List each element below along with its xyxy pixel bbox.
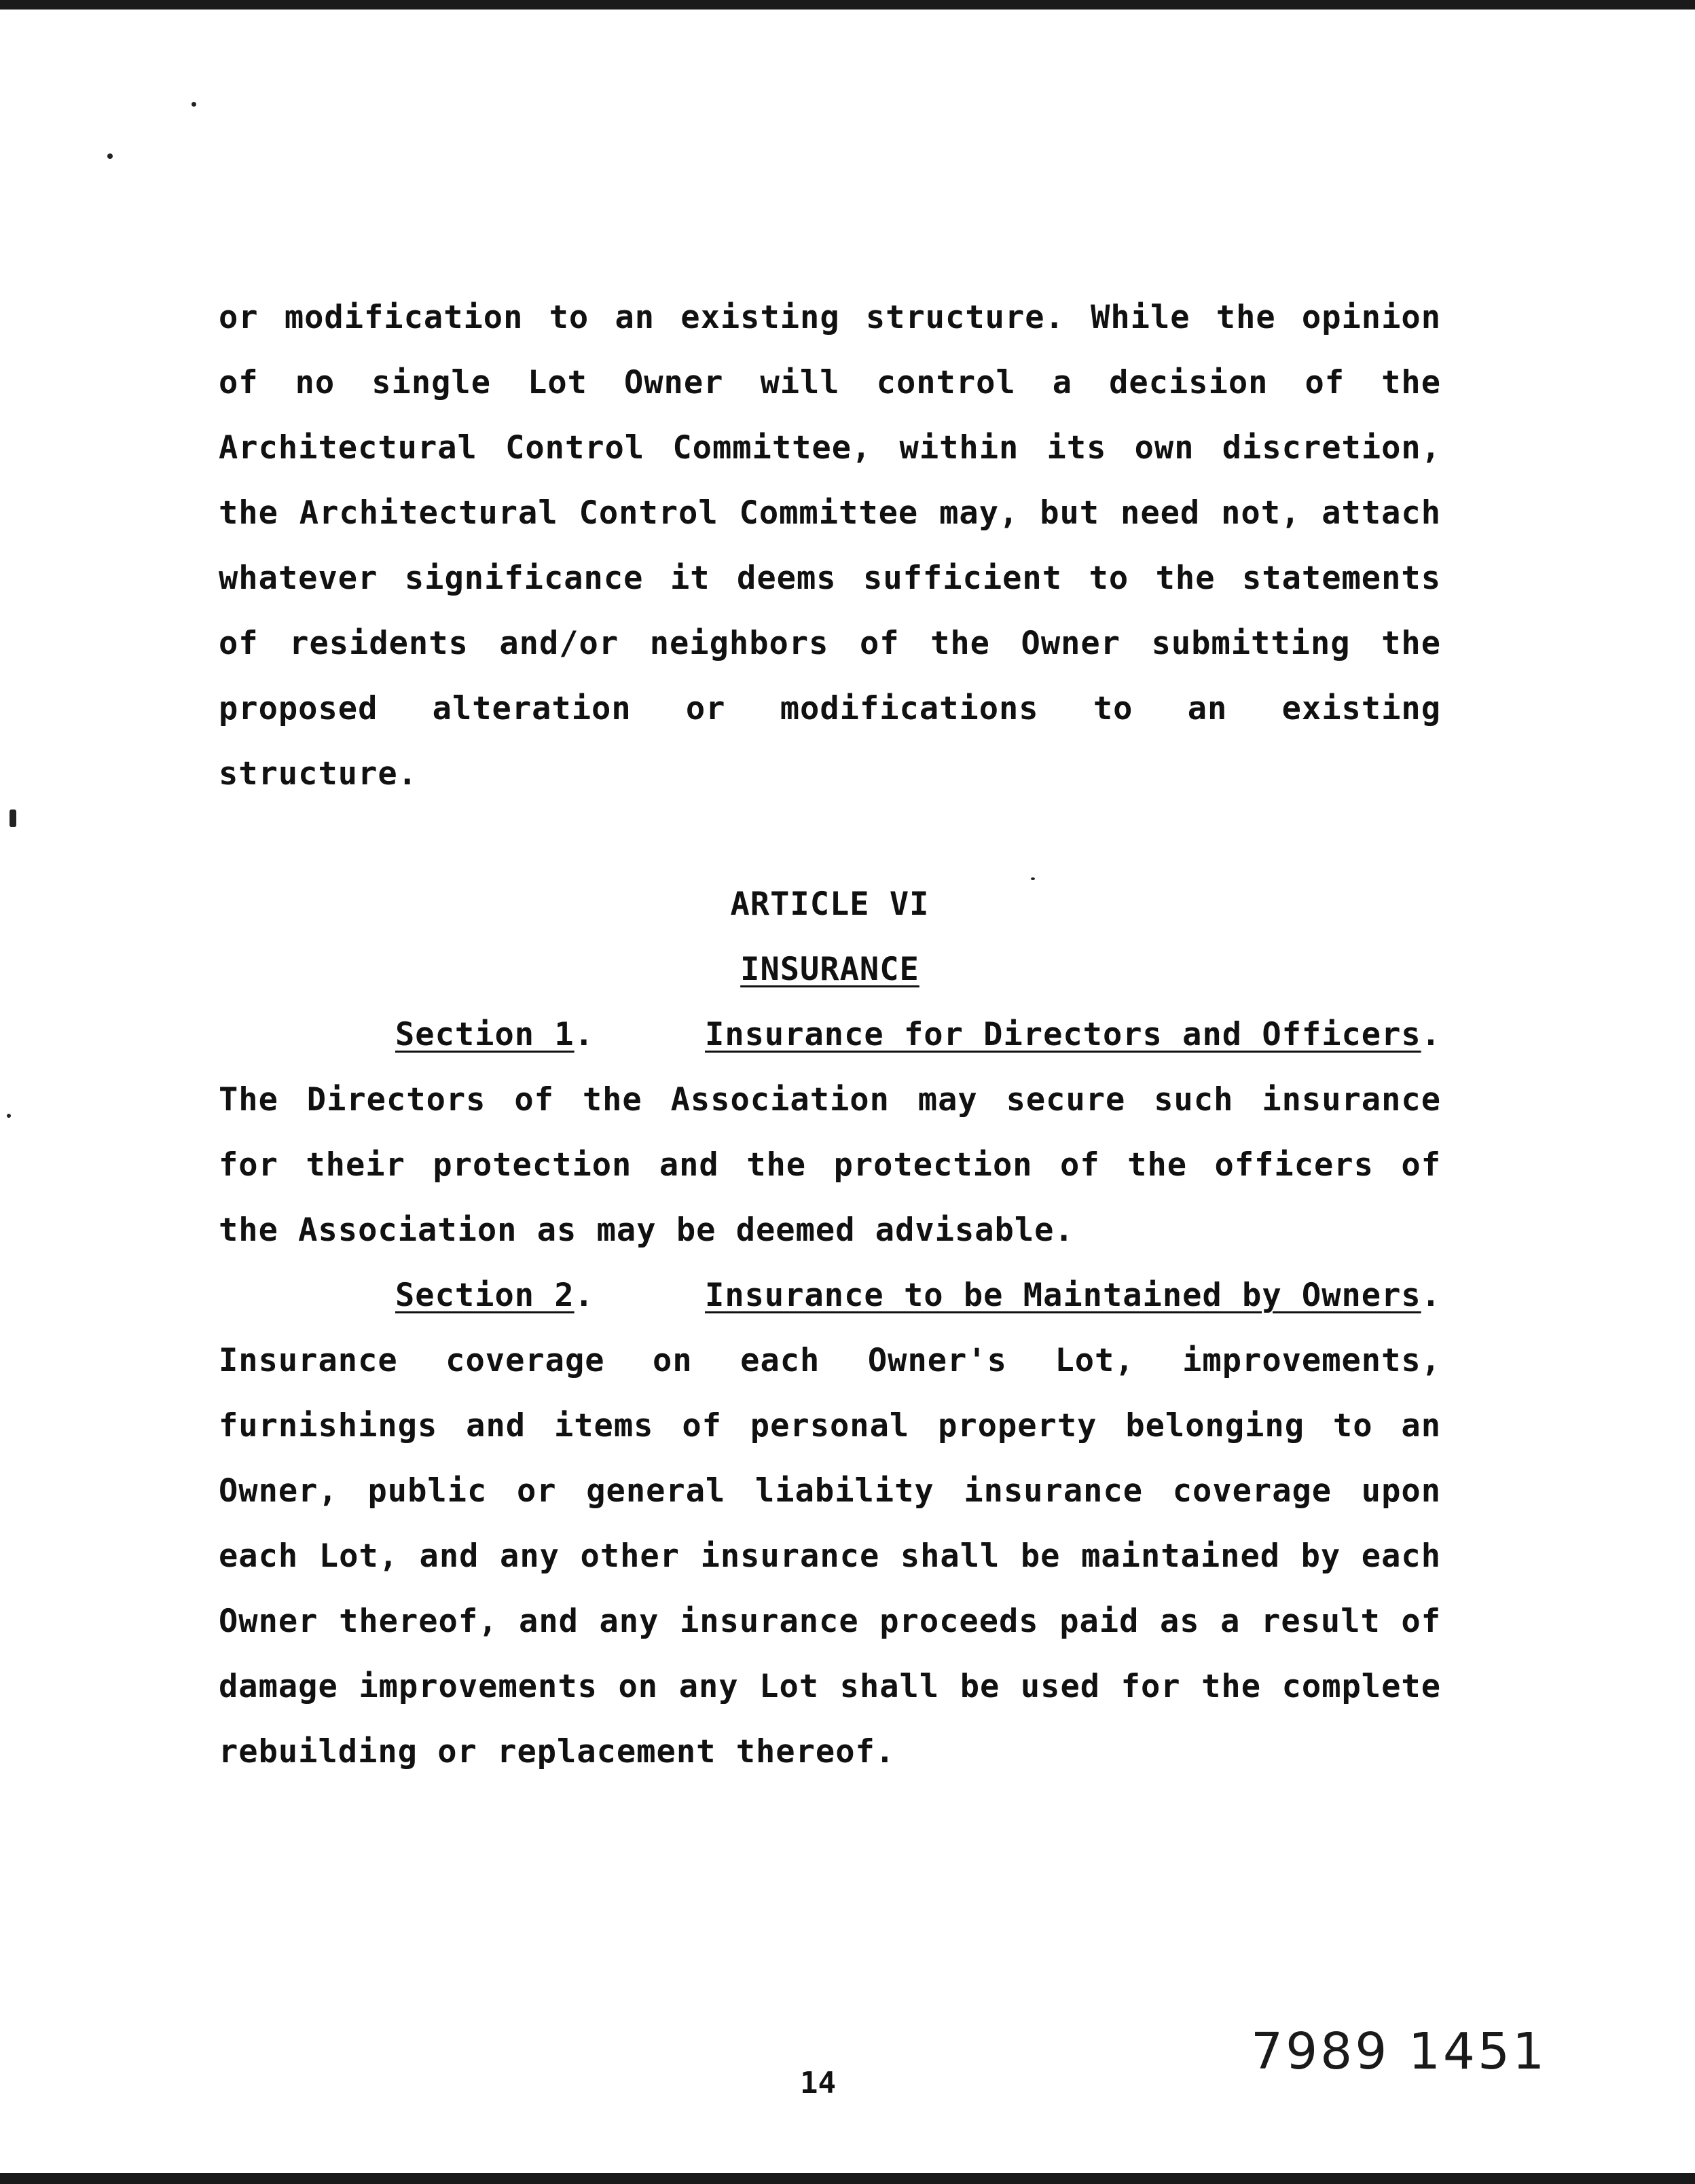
scan-speck — [7, 1114, 11, 1118]
section-2-body: Insurance coverage on each Owner's Lot, improvements, furnishings and items of personal property belonging to an Owner, public or general liability insurance coverage upon each Lot, and any other insurance shall be maintained by each Owner thereof, and any insurance proceeds paid as a result of damage improvements on any Lot shall be used for the complete rebuilding or replacement thereof. — [219, 1342, 1441, 1770]
continued-paragraph: or modification to an existing structure. While the opinion of no single Lot Owner will control a decision of the Architectural Control Committee, within its own discretion, the Architectural Control Committee may, but need not, attach whatever significance it deems sufficient to the statements of residents and/or neighbors of the Owner submitting the proposed alteration or modifications to an existing structure. — [219, 299, 1441, 793]
article-subtitle-text: INSURANCE — [740, 951, 919, 988]
section-2-header: Section 2. Insurance to be Maintained by Owners. — [395, 1277, 1441, 1314]
section-1-heading: Insurance for Directors and Officers — [705, 1016, 1421, 1053]
section-1-label: Section 1 — [395, 1016, 575, 1053]
scan-border-bottom — [0, 2173, 1695, 2184]
section-2-heading: Insurance to be Maintained by Owners — [705, 1277, 1421, 1314]
section-1-header: Section 1. Insurance for Directors and Officers. — [395, 1016, 1441, 1053]
scan-speck — [10, 809, 16, 827]
scan-speck — [192, 102, 196, 107]
article-title: ARTICLE VI — [730, 886, 930, 923]
scan-speck — [107, 153, 113, 159]
section-1-body: The Directors of the Association may secure such insurance for their protection and the protection of the officers of the Association as may be deemed advisable. — [219, 1081, 1441, 1249]
page-number: 14 — [800, 2066, 836, 2100]
article-subtitle — [219, 937, 1441, 1002]
document-id: 7989 1451 — [1251, 2022, 1548, 2081]
section-2-label: Section 2 — [395, 1277, 575, 1314]
document-body — [219, 285, 1441, 1785]
scan-border-top — [0, 0, 1695, 10]
